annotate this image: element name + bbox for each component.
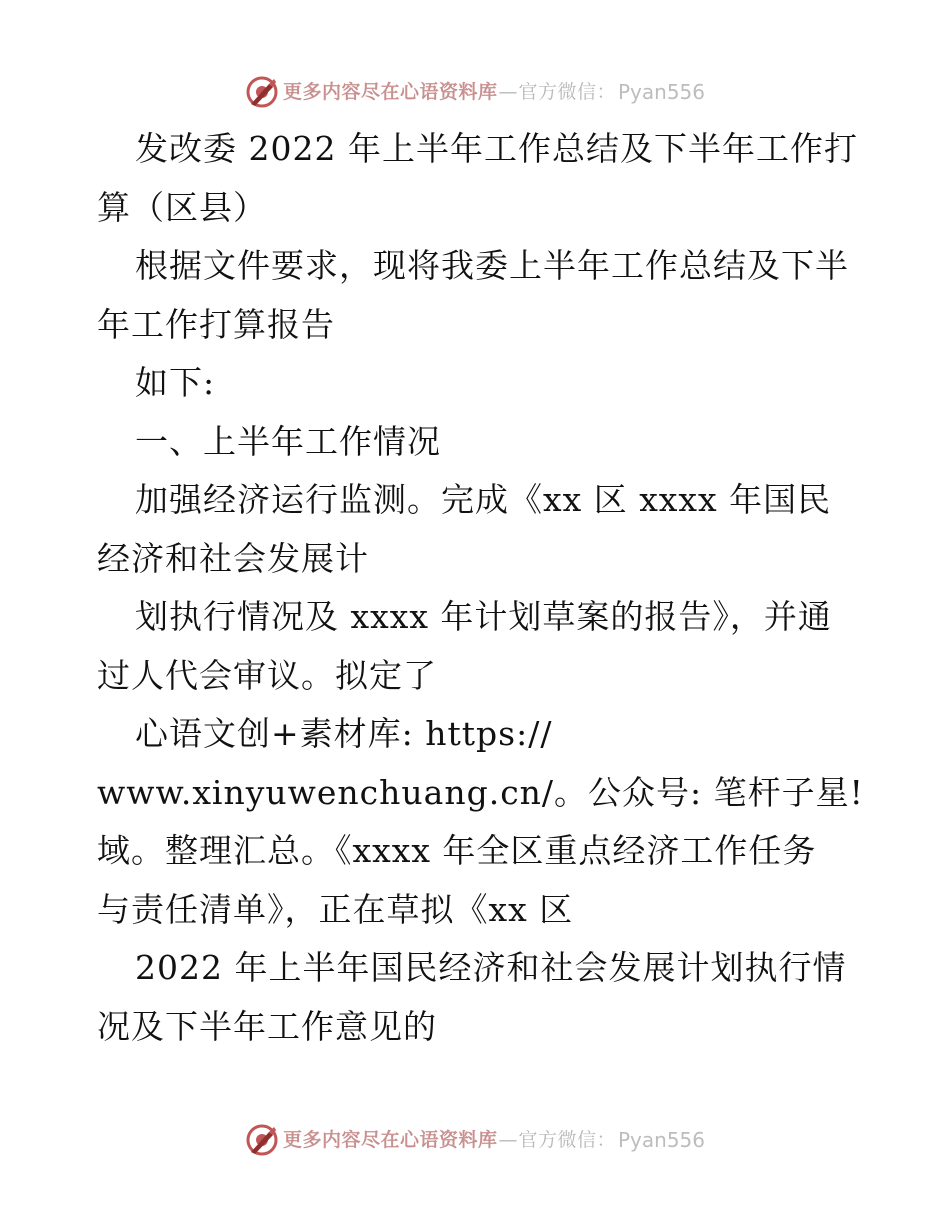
paragraph-line: 根据文件要求，现将我委上半年工作总结及下半: [135, 246, 849, 285]
paragraph-line: 年工作打算报告: [97, 304, 335, 344]
watermark-wechat-id: Pyan556: [618, 80, 706, 104]
paragraph-line: 加强经济运行监测。完成《xx 区 xxxx 年国民: [135, 480, 832, 519]
watermark-subtitle: 官方微信：: [518, 80, 616, 103]
header-watermark: [0, 72, 950, 112]
paragraph-line: 经济和社会发展计: [97, 538, 369, 578]
paragraph-line: 域。整理汇总。《xxxx 年全区重点经济工作任务: [97, 831, 817, 870]
watermark-subtitle: 官方微信：: [518, 1128, 616, 1151]
doc-title-line-2: 算（区县）: [97, 187, 267, 227]
paragraph-line: www.xinyuwenchuang.cn/。公众号: 笔杆子星!: [97, 772, 864, 812]
watermark-text: 更多内容尽在心语资料库: [282, 80, 498, 103]
doc-title-line-1: 发改委 2022 年上半年工作总结及下半年工作打: [135, 129, 858, 168]
watermark-text: 更多内容尽在心语资料库: [282, 1128, 498, 1151]
section-heading: 一、上半年工作情况: [135, 421, 441, 461]
paragraph-line: 况及下半年工作意见的: [97, 1006, 437, 1046]
pen-logo-icon: [245, 75, 279, 109]
watermark-dash: —: [498, 80, 518, 103]
paragraph-line: 如下:: [135, 363, 216, 402]
paragraph-line: 与责任清单》，正在草拟《xx 区: [97, 889, 574, 929]
watermark-wechat-id: Pyan556: [618, 1128, 706, 1152]
paragraph-line: 2022 年上半年国民经济和社会发展计划执行情: [135, 948, 847, 987]
footer-watermark: [0, 1120, 950, 1160]
paragraph-line: 心语文创+素材库: https://: [135, 714, 553, 753]
document-body: [97, 120, 877, 1056]
pen-logo-icon: [245, 1123, 279, 1157]
paragraph-line: 划执行情况及 xxxx 年计划草案的报告》，并通: [135, 597, 832, 636]
watermark-dash: —: [498, 1128, 518, 1151]
paragraph-line: 过人代会审议。拟定了: [97, 655, 437, 695]
